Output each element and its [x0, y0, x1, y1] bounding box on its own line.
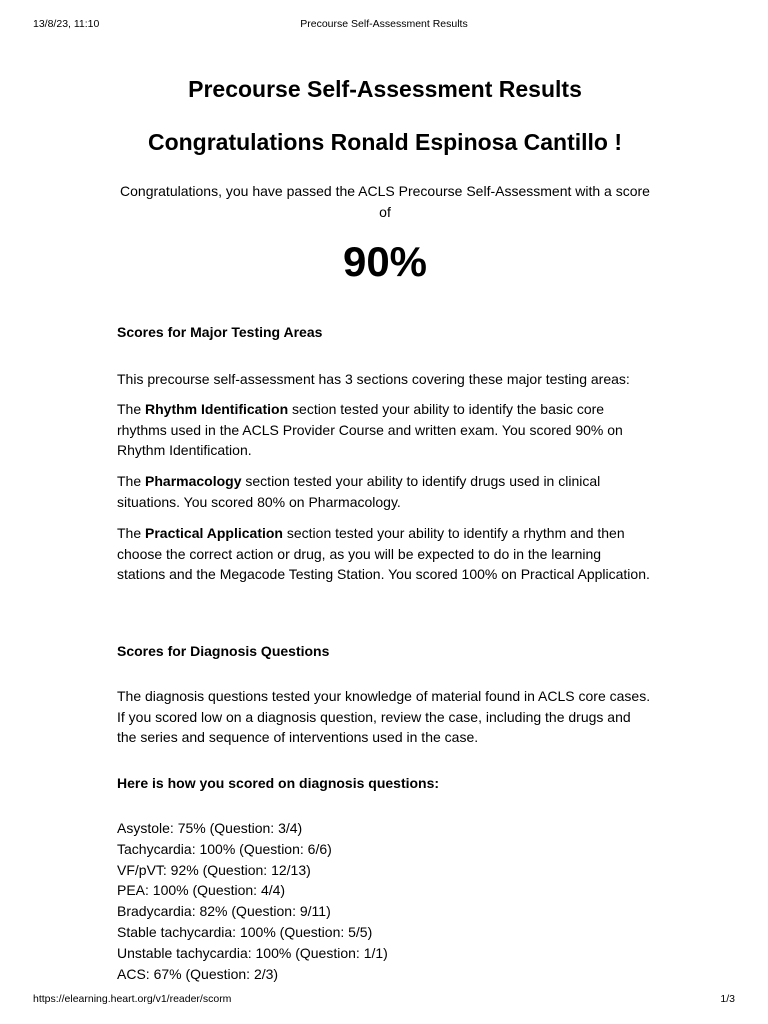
pass-intro-text: Congratulations, you have passed the ACLS Precourse Self-Assessment with a score of: [120, 183, 650, 220]
section-name: Pharmacology: [145, 473, 242, 489]
major-areas-intro: This precourse self-assessment has 3 sections covering these major testing areas:: [117, 371, 630, 387]
print-datetime: 13/8/23, 11:10: [33, 18, 100, 30]
section-prefix: The: [117, 401, 146, 417]
page-number: 1/3: [720, 993, 735, 1005]
list-item: Bradycardia: 82% (Question: 9/11): [117, 903, 331, 920]
section-name: Practical Application: [145, 525, 283, 541]
section-prefix: The: [117, 473, 146, 489]
section-name: Rhythm Identification: [145, 401, 289, 417]
diagnosis-results-list: [117, 818, 653, 984]
list-item: ACS: 67% (Question: 2/3): [117, 965, 279, 982]
congratulations-heading: Congratulations Ronald Espinosa Cantillo !: [147, 129, 623, 155]
list-item: VF/pVT: 92% (Question: 12/13): [117, 861, 311, 878]
list-item: Asystole: 75% (Question: 3/4): [117, 820, 303, 836]
list-item: Stable tachycardia: 100% (Question: 5/5): [117, 923, 373, 940]
section-text: section tested your ability to identify a rhythm and then choose the correct action or drug, as you will be expected to do in the learning stations and the Megacode Testing Station. You scored 100% on Practical Application.: [117, 525, 650, 582]
section-prefix: The: [117, 525, 146, 541]
overall-score: 90%: [342, 238, 428, 285]
diagnosis-intro: The diagnosis questions tested your knowledge of material found in ACLS core cases. If you scored low on a diagnosis question, review the case, including the drugs and the series and sequence of interventions used in the case.: [117, 688, 651, 745]
diagnosis-results-heading: Here is how you scored on diagnosis questions:: [117, 775, 440, 791]
diagnosis-heading: Scores for Diagnosis Questions: [117, 643, 330, 659]
print-page-title: Precourse Self-Assessment Results: [300, 18, 468, 30]
page-url: https://elearning.heart.org/v1/reader/scorm: [33, 993, 232, 1005]
section-pharmacology: [117, 471, 653, 512]
section-practical-application: [117, 523, 653, 585]
major-areas-heading: Scores for Major Testing Areas: [117, 324, 323, 340]
print-header: [33, 18, 735, 32]
print-footer: [33, 993, 735, 1007]
list-item: Tachycardia: 100% (Question: 6/6): [117, 840, 332, 857]
page-heading: Precourse Self-Assessment Results: [188, 76, 582, 102]
section-text: section tested your ability to identify the basic core rhythms used in the ACLS Provider Course and written exam. You scored 90% on Rhythm Identification.: [117, 401, 623, 458]
section-text: section tested your ability to identify drugs used in clinical situations. You scored 80% on Pharmacology.: [117, 473, 601, 510]
list-item: Unstable tachycardia: 100% (Question: 1/1): [117, 944, 388, 961]
list-item: PEA: 100% (Question: 4/4): [117, 882, 286, 899]
section-rhythm-identification: [117, 399, 653, 461]
